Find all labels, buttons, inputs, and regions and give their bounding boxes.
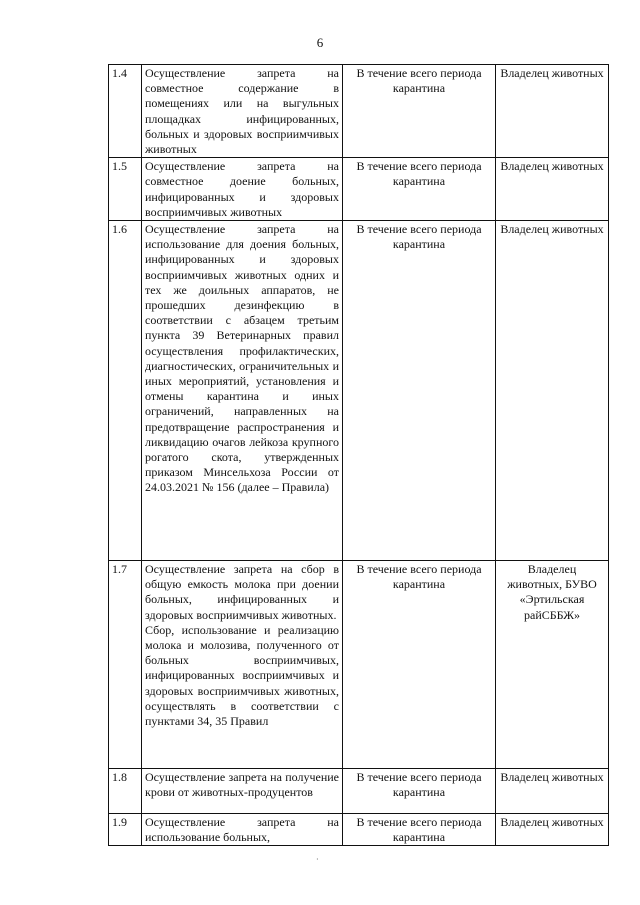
description-paragraph: Осуществление запрета на совместное доение больных, инфицированных и здоровых восприимчивых животных bbox=[145, 159, 339, 219]
row-term: В течение всего периода карантина bbox=[343, 65, 496, 158]
measures-table bbox=[108, 64, 609, 846]
row-description bbox=[142, 769, 343, 814]
row-description bbox=[142, 158, 343, 221]
description-paragraph: Осуществление запрета на совместное содержание в помещениях или на выгульных площадках инфицированных, больных и здоровых восприимчивых животных bbox=[145, 66, 339, 157]
description-paragraph: Сбор, использование и реализацию молока и молозива, полученного от больных восприимчивых, инфицированных восприимчивых и здоровых восприимчивых животных, осуществлять в соответствии с пунктами 34, 35 Правил bbox=[145, 622, 339, 729]
row-number: 1.5 bbox=[109, 158, 142, 221]
row-term: В течение всего периода карантина bbox=[343, 221, 496, 561]
table-row bbox=[109, 221, 609, 561]
description-paragraph: Осуществление запрета на получение крови от животных-продуцентов bbox=[145, 770, 339, 800]
row-responsible: Владелец животных bbox=[496, 158, 609, 221]
table-row bbox=[109, 65, 609, 158]
row-number: 1.8 bbox=[109, 769, 142, 814]
row-description bbox=[142, 814, 343, 846]
row-description bbox=[142, 221, 343, 561]
row-responsible: Владелец животных bbox=[496, 814, 609, 846]
row-number: 1.4 bbox=[109, 65, 142, 158]
footer-mark: · bbox=[316, 855, 319, 864]
description-paragraph: Осуществление запрета на использование больных, bbox=[145, 815, 339, 845]
row-term: В течение всего периода карантина bbox=[343, 814, 496, 846]
table-row bbox=[109, 158, 609, 221]
table-row bbox=[109, 561, 609, 769]
row-responsible: Владелец животных bbox=[496, 65, 609, 158]
row-term: В течение всего периода карантина bbox=[343, 769, 496, 814]
page-number: 6 bbox=[316, 35, 324, 50]
row-description bbox=[142, 65, 343, 158]
row-term: В течение всего периода карантина bbox=[343, 561, 496, 769]
table-row bbox=[109, 814, 609, 846]
row-description bbox=[142, 561, 343, 769]
row-responsible: Владелец животных bbox=[496, 221, 609, 561]
row-number: 1.9 bbox=[109, 814, 142, 846]
description-paragraph: Осуществление запрета на использование для доения больных, инфицированных и здоровых восприимчивых животных одних и тех же доильных аппаратов, не прошедших дезинфекцию в соответствии с абзацем третьим пункта 39 Ветеринарных правил осуществления профилактических, диагностических, ограничительных и иных мероприятий, установления и отмены карантина и иных ограничений, направленных на предотвращение распространения и ликвидацию очагов лейкоза крупного рогатого скота, утвержденных приказом Минсельхоза России от 24.03.2021 № 156 (далее – Правила) bbox=[145, 222, 339, 495]
table-row bbox=[109, 769, 609, 814]
table-body bbox=[109, 65, 609, 846]
description-paragraph: Осуществление запрета на сбор в общую емкость молока при доении больных, инфицированных и здоровых восприимчивых животных. bbox=[145, 562, 339, 622]
row-term: В течение всего периода карантина bbox=[343, 158, 496, 221]
row-number: 1.7 bbox=[109, 561, 142, 769]
row-responsible: Владелец животных, БУВО «Эртильская райСББЖ» bbox=[496, 561, 609, 769]
row-number: 1.6 bbox=[109, 221, 142, 561]
row-responsible: Владелец животных bbox=[496, 769, 609, 814]
